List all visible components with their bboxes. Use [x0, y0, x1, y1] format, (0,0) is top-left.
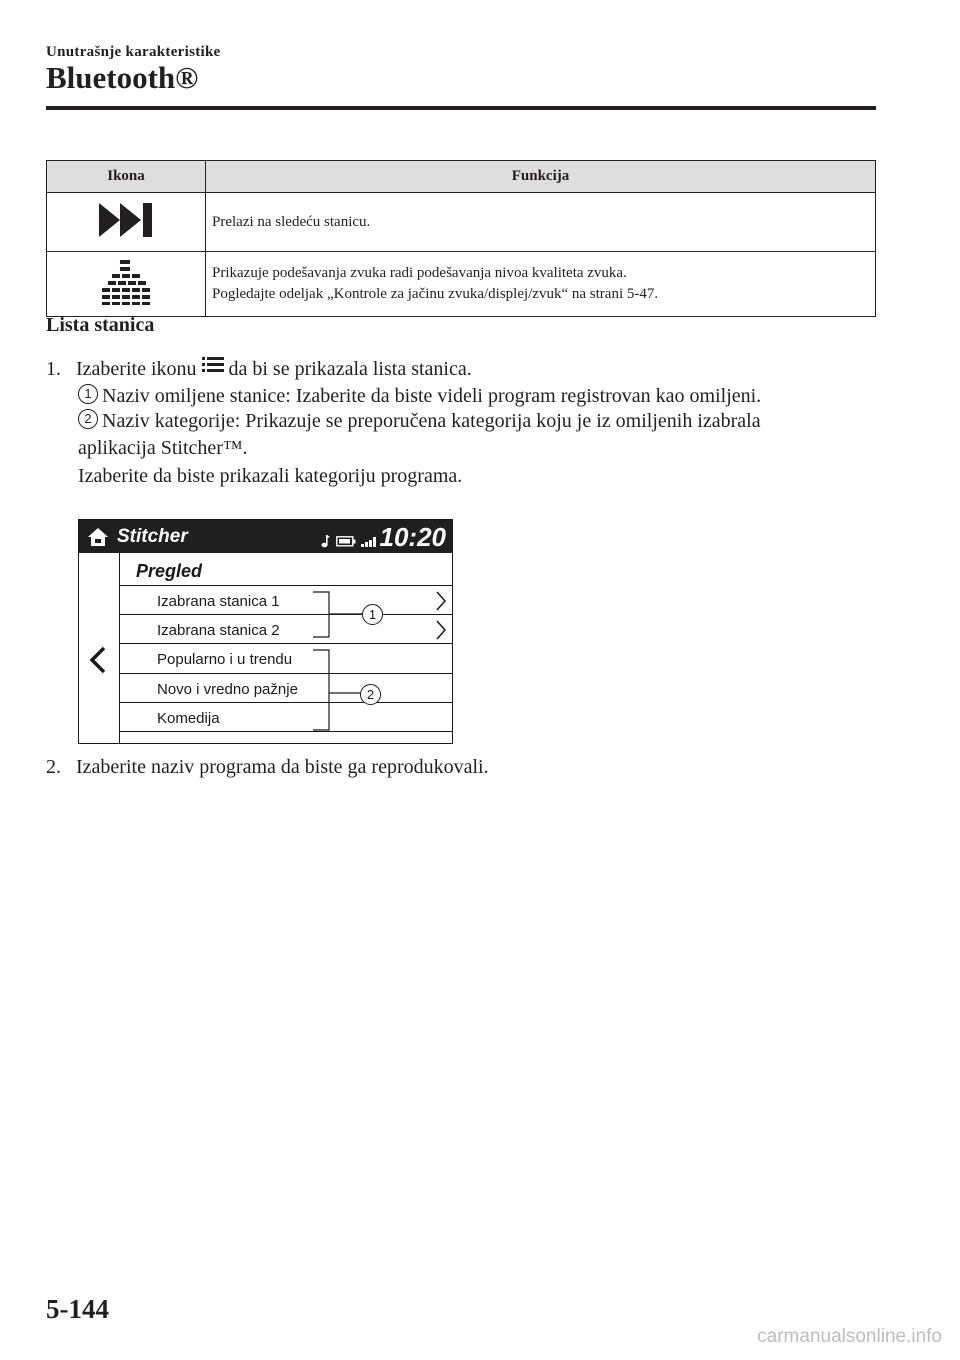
callout-bracket-lines — [79, 520, 454, 745]
step-number: 1. — [46, 358, 61, 380]
table-row — [47, 193, 876, 252]
list-item[interactable]: Popularno i u trendu — [157, 651, 293, 668]
callout-2: 2 — [360, 684, 381, 705]
column-header-function: Funkcija — [206, 161, 876, 193]
app-name: Stitcher — [117, 526, 188, 547]
list-item[interactable]: Novo i vredno pažnje — [157, 681, 298, 698]
watermark: carmanualsonline.info — [757, 1326, 942, 1347]
note-2-detail: Izaberite da biste prikazali kategoriju programa. — [78, 465, 463, 487]
skip-forward-icon — [97, 201, 155, 239]
step-1: 1. Izaberite ikonu da bi se prikazala lista stanica. — [46, 355, 472, 383]
marker-2: 2 — [78, 409, 98, 429]
function-text-reference: Pogledajte odeljak „Kontrole za jačinu zvuka/displej/zvuk“ na strani 5-47. — [212, 286, 659, 302]
note-2: 2 Naziv kategorije: Prikazuje se preporučena kategorija koju je iz omiljenih izabrala — [78, 407, 761, 435]
note-1: 1 Naziv omiljene stanice: Izaberite da biste videli program registrovan kao omiljeni. — [78, 382, 761, 410]
column-header-icon: Ikona — [47, 161, 206, 193]
equalizer-icon — [98, 258, 154, 306]
page-title: Bluetooth® — [46, 60, 199, 95]
section-title: Pregled — [136, 561, 203, 581]
callout-1: 1 — [362, 604, 383, 625]
section-heading: Lista stanica — [46, 314, 155, 336]
marker-1: 1 — [78, 384, 98, 404]
page-number: 5-144 — [46, 1294, 109, 1324]
table-row — [47, 252, 876, 317]
list-item[interactable]: Izabrana stanica 2 — [157, 622, 280, 639]
table-header-row — [47, 161, 876, 193]
note-2-continued: aplikacija Stitcher™. — [78, 437, 248, 459]
icon-function-table — [46, 160, 876, 317]
step-number: 2. — [46, 756, 61, 778]
title-divider — [46, 106, 876, 110]
step-2: 2. Izaberite naziv programa da biste ga reprodukovali. — [46, 753, 489, 781]
list-icon — [202, 356, 224, 374]
list-item[interactable]: Komedija — [157, 710, 220, 727]
function-text: Prikazuje podešavanja zvuka radi podešavanja nivoa kvaliteta zvuka. — [212, 265, 627, 281]
stitcher-screen — [78, 519, 453, 744]
list-item[interactable]: Izabrana stanica 1 — [157, 593, 280, 610]
section-label: Unutrašnje karakteristike — [46, 44, 221, 60]
function-text: Prelazi na sledeću stanicu. — [206, 193, 876, 252]
clock: 10:20 — [379, 522, 446, 552]
